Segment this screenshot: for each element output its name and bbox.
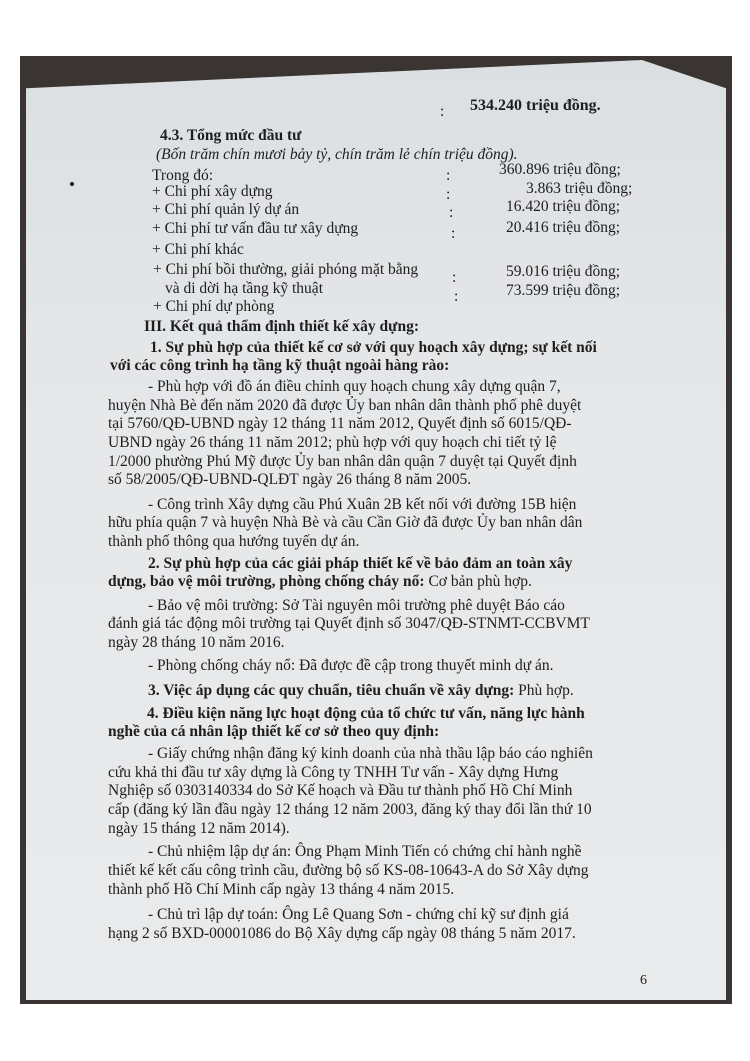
body-line-text: 3. Việc áp dụng các quy chuẩn, tiêu chuẩn về xây dựng:	[148, 682, 515, 699]
body-line	[148, 906, 569, 924]
body-line	[148, 657, 554, 675]
body-line	[108, 801, 592, 819]
body-line	[108, 723, 439, 741]
body-line-text: thành phố thông qua hướng tuyến dự án.	[108, 533, 360, 550]
body-line	[108, 415, 572, 433]
section-4-3-title: 4.3. Tổng mức đầu tư	[160, 127, 302, 144]
cost-item-colon: :	[454, 288, 459, 305]
body-line-text: cứu khả thi đầu tư xây dựng là Công ty TNHH Tư vấn - Xây dựng Hưng	[108, 764, 559, 781]
body-line-text: ngày 28 tháng 10 năm 2016.	[108, 634, 285, 651]
body-line	[148, 496, 576, 514]
body-line	[108, 634, 285, 652]
body-line-text: - Giấy chứng nhận đăng ký kinh doanh của nhà thầu lập báo cáo nghiên	[148, 745, 593, 762]
body-line	[108, 434, 556, 452]
body-line	[148, 555, 572, 573]
cost-item-label: Trong đó:	[152, 167, 214, 184]
body-line	[147, 705, 585, 723]
cost-item-amount: 59.016 triệu đồng;	[506, 263, 621, 280]
body-line-text: thành phố Hồ Chí Minh cấp ngày 13 tháng 4 năm 2015.	[108, 881, 455, 898]
cost-item-label: + Chi phí quản lý dự án	[152, 201, 300, 218]
cost-item-amount: 360.896 triệu đồng;	[499, 161, 621, 178]
body-line-text: ngày 15 tháng 12 năm 2014).	[108, 820, 290, 837]
cost-item-label: + Chi phí tư vấn đầu tư xây dựng	[152, 220, 359, 237]
total-colon: :	[440, 103, 445, 120]
body-line-text: Nghiệp số 0303140334 do Sở Kế hoạch và Đầu tư thành phố Hồ Chí Minh	[108, 782, 573, 799]
body-line	[108, 782, 572, 800]
body-line-text: số 58/2005/QĐ-UBND-QLĐT ngày 26 tháng 8 năm 2005.	[108, 471, 472, 488]
cost-item-amount: 3.863 triệu đồng;	[526, 180, 633, 197]
body-line-text: dựng, bảo vệ môi trường, phòng chống cháy nổ:	[108, 573, 425, 590]
cost-item-amount: 16.420 triệu đồng;	[506, 198, 621, 215]
cost-item-label: và di dời hạ tầng kỹ thuật	[165, 280, 323, 297]
body-line	[108, 397, 581, 415]
body-line	[108, 881, 454, 899]
body-line-suffix: Phù hợp.	[514, 682, 574, 699]
cost-item-label: + Chi phí khác	[152, 241, 244, 258]
body-line	[108, 533, 359, 551]
body-line-text: tại 5760/QĐ-UBND ngày 12 tháng 11 năm 2012, Quyết định số 6015/QĐ-	[108, 415, 572, 432]
cost-item-amount: 20.416 triệu đồng;	[506, 219, 621, 236]
body-line	[108, 764, 558, 782]
body-line-text: - Công trình Xây dựng cầu Phú Xuân 2B kết nối với đường 15B hiện	[148, 496, 577, 513]
body-line-text: hạng 2 số BXD-00001086 do Bộ Xây dựng cấp ngày 08 tháng 5 năm 2017.	[108, 925, 576, 942]
body-line	[108, 615, 590, 633]
cost-item-colon: :	[446, 186, 451, 203]
cost-item-amount: 73.599 triệu đồng;	[506, 282, 621, 299]
body-line	[148, 682, 574, 700]
body-line	[150, 339, 597, 357]
body-line	[148, 597, 565, 615]
body-line	[108, 453, 577, 471]
section-III-title: III. Kết quả thẩm định thiết kế xây dựng:	[144, 318, 420, 335]
body-line-text: nghề của cá nhân lập thiết kế cơ sở theo quy định:	[108, 723, 440, 740]
body-line-text: 1/2000 phường Phú Mỹ được Ủy ban nhân dân quận 7 duyệt tại Quyết định	[108, 453, 577, 470]
body-line	[108, 514, 582, 532]
body-line-text: đánh giá tác động môi trường tại Quyết định số 3047/QĐ-STNMT-CCBVMT	[108, 615, 590, 632]
body-line-text: 2. Sự phù hợp của các giải pháp thiết kế về bảo đảm an toàn xây	[148, 555, 573, 572]
body-line-text: - Chủ nhiệm lập dự án: Ông Phạm Minh Tiến có chứng chỉ hành nghề	[148, 843, 582, 860]
body-line-text: cấp (đăng ký lần đầu ngày 12 tháng 12 năm 2003, đăng ký thay đổi lần thứ 10	[108, 801, 592, 818]
body-line-text: 4. Điều kiện năng lực hoạt động của tổ chức tư vấn, năng lực hành	[147, 705, 585, 722]
body-line-text: - Phù hợp với đồ án điều chỉnh quy hoạch chung xây dựng quận 7,	[148, 378, 561, 395]
ink-dot	[70, 182, 74, 186]
body-line	[108, 862, 588, 880]
cost-item-label: + Chi phí bồi thường, giải phóng mặt bằng	[153, 261, 419, 278]
body-line-text: UBND ngày 26 tháng 11 năm 2012; phù hợp với quy hoạch chi tiết tỷ lệ	[108, 434, 557, 451]
cost-item-label: + Chi phí dự phòng	[153, 298, 275, 315]
body-line-suffix: Cơ bản phù hợp.	[424, 573, 532, 590]
body-line-text: 1. Sự phù hợp của thiết kế cơ sở với quy hoạch xây dựng; sự kết nối	[150, 339, 597, 356]
body-line-text: với các công trình hạ tầng kỹ thuật ngoài hàng rào:	[110, 357, 450, 374]
body-line-text: huyện Nhà Bè đến năm 2020 đã được Ủy ban nhân dân thành phố phê duyệt	[108, 397, 582, 414]
body-line	[148, 378, 561, 396]
body-line-text: - Bảo vệ môi trường: Sở Tài nguyên môi trường phê duyệt Báo cáo	[148, 597, 565, 614]
page-number: 6	[640, 973, 647, 988]
cost-item-colon: :	[449, 204, 454, 221]
body-line-text: thiết kế kết cấu công trình cầu, đường bộ số KS-08-10643-A do Sở Xây dựng	[108, 862, 589, 879]
cost-item-colon: :	[446, 167, 451, 184]
body-line	[108, 573, 532, 591]
total-amount: 534.240 triệu đồng.	[470, 97, 601, 114]
cost-item-label: + Chi phí xây dựng	[152, 183, 273, 200]
body-line-text: - Chủ trì lập dự toán: Ông Lê Quang Sơn - chứng chỉ kỹ sư định giá	[148, 906, 569, 923]
body-line-text: hữu phía quận 7 và huyện Nhà Bè và cầu Cần Giờ đã được Ủy ban nhân dân	[108, 514, 583, 531]
section-4-3-note: (Bốn trăm chín mươi bảy tỷ, chín trăm lẻ chín triệu đồng).	[156, 146, 518, 163]
cost-item-colon: :	[451, 225, 456, 242]
body-line-text: - Phòng chống cháy nổ: Đã được đề cập trong thuyết minh dự án.	[148, 657, 554, 674]
body-line	[148, 843, 582, 861]
body-line	[108, 925, 576, 943]
body-line	[110, 357, 449, 375]
body-line	[108, 471, 471, 489]
body-line	[108, 820, 290, 838]
cost-item-colon: :	[452, 269, 457, 286]
body-line	[148, 745, 593, 763]
